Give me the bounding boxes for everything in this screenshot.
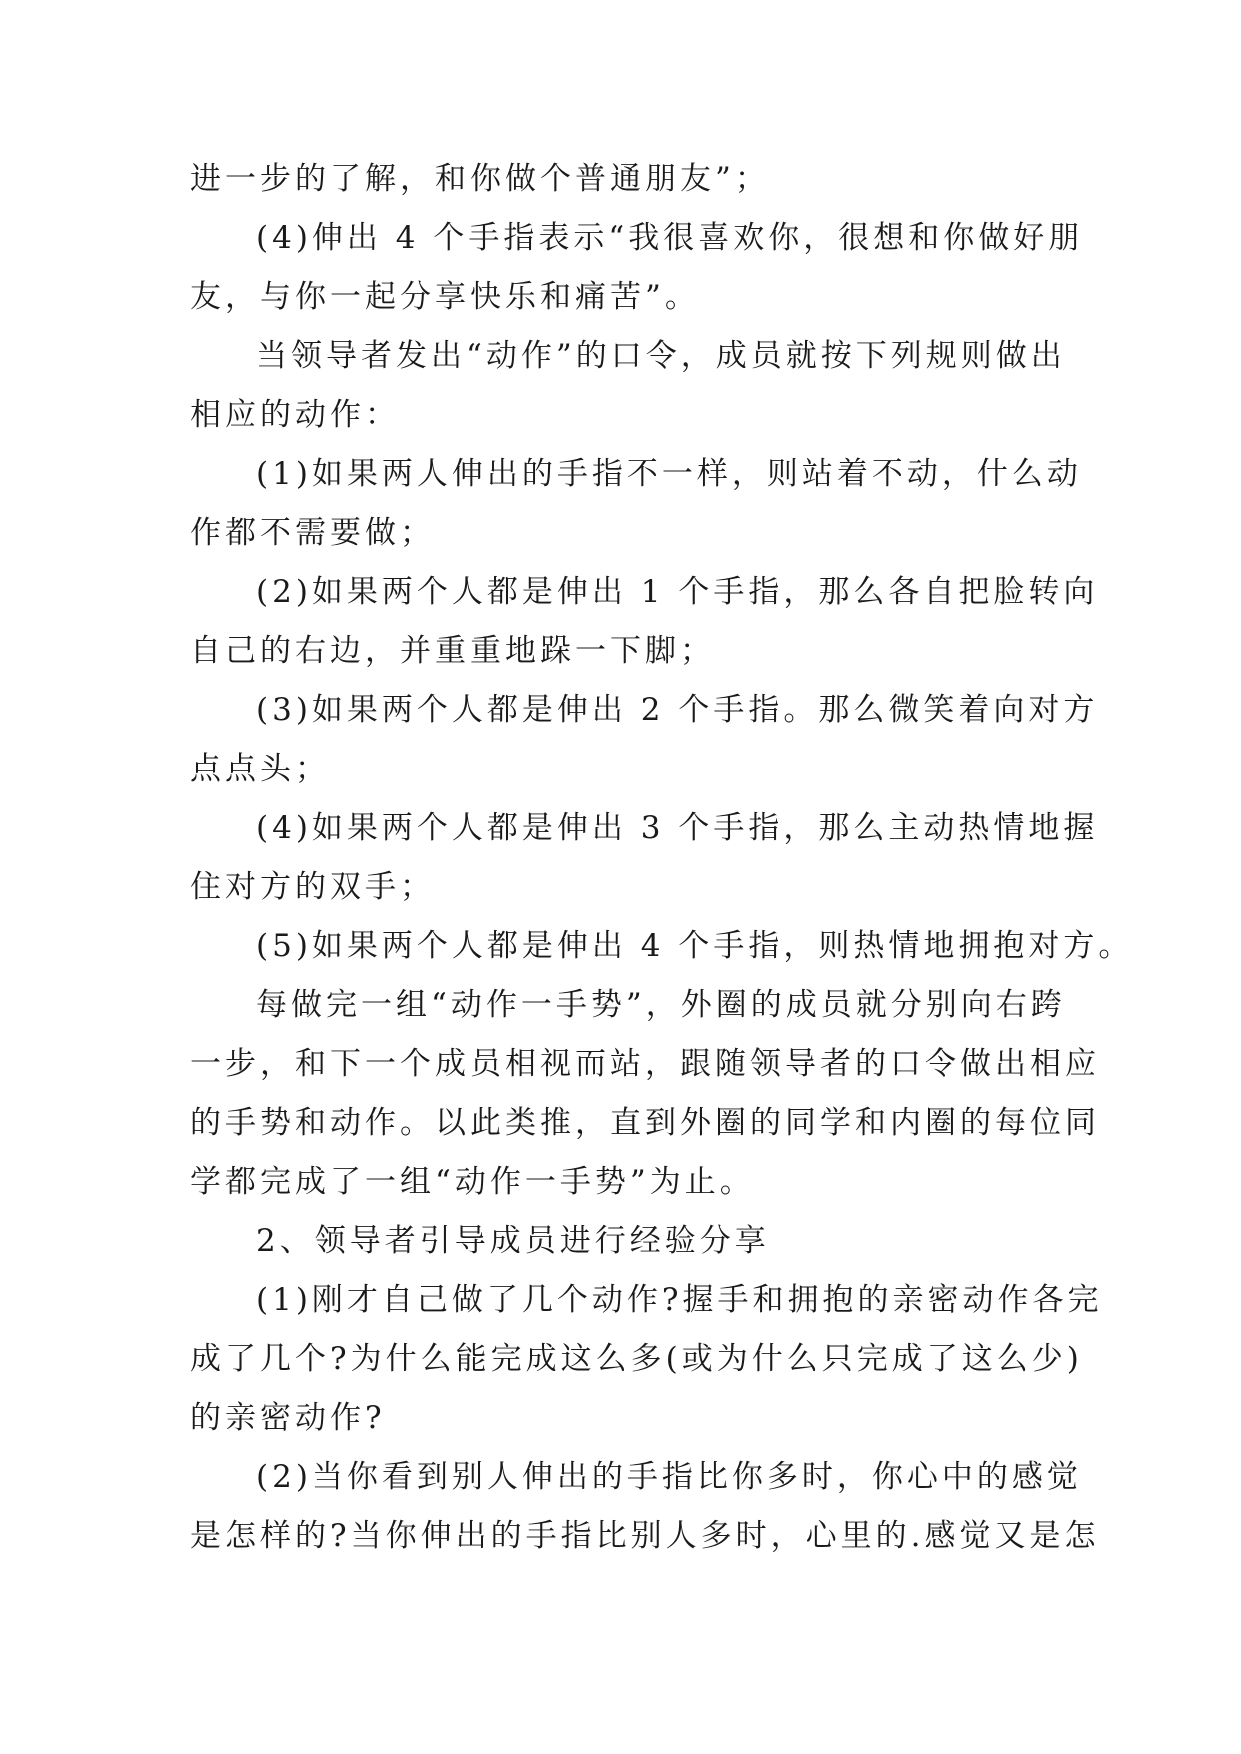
- text-line: 作都不需要做；: [190, 515, 435, 551]
- text-line: 成了几个?为什么能完成这么多(或为什么只完成了这么少): [190, 1341, 1083, 1377]
- text-line: (3)如果两个人都是伸出 2 个手指。那么微笑着向对方: [256, 692, 1099, 728]
- text-line: (4)伸出 4 个手指表示“我很喜欢你，很想和你做好朋: [256, 220, 1084, 256]
- text-line: 相应的动作：: [190, 397, 400, 433]
- text-line: 的手势和动作。以此类推，直到外圈的同学和内圈的每位同: [190, 1105, 1100, 1141]
- text-line: 一步，和下一个成员相视而站，跟随领导者的口令做出相应: [190, 1046, 1100, 1082]
- text-line: 住对方的双手；: [190, 869, 435, 905]
- text-line: 是怎样的?当你伸出的手指比别人多时，心里的.感觉又是怎: [190, 1518, 1100, 1554]
- section-heading: 2、领导者引导成员进行经验分享: [256, 1223, 770, 1259]
- body-text: [190, 150, 1134, 1566]
- text-line: 每做完一组“动作一手势”，外圈的成员就分别向右跨: [256, 987, 1066, 1023]
- text-line: 当领导者发出“动作”的口令，成员就按下列规则做出: [256, 338, 1066, 374]
- text-line: 点点头；: [190, 751, 330, 787]
- text-line: 学都完成了一组“动作一手势”为止。: [190, 1164, 755, 1200]
- text-line: 进一步的了解，和你做个普通朋友”；: [190, 161, 770, 197]
- text-line: (2)如果两个人都是伸出 1 个手指，那么各自把脸转向: [256, 574, 1099, 610]
- text-line: (4)如果两个人都是伸出 3 个手指，那么主动热情地握: [256, 810, 1099, 846]
- text-line: (5)如果两个人都是伸出 4 个手指，则热情地拥抱对方。: [256, 928, 1134, 964]
- text-line: 友，与你一起分享快乐和痛苦”。: [190, 279, 700, 315]
- text-line: (2)当你看到别人伸出的手指比你多时，你心中的感觉: [256, 1459, 1082, 1495]
- text-line: (1)刚才自己做了几个动作?握手和拥抱的亲密动作各完: [256, 1282, 1103, 1318]
- text-line: 的亲密动作?: [190, 1400, 386, 1436]
- text-line: (1)如果两人伸出的手指不一样，则站着不动，什么动: [256, 456, 1082, 492]
- text-line: 自己的右边，并重重地跺一下脚；: [190, 633, 715, 669]
